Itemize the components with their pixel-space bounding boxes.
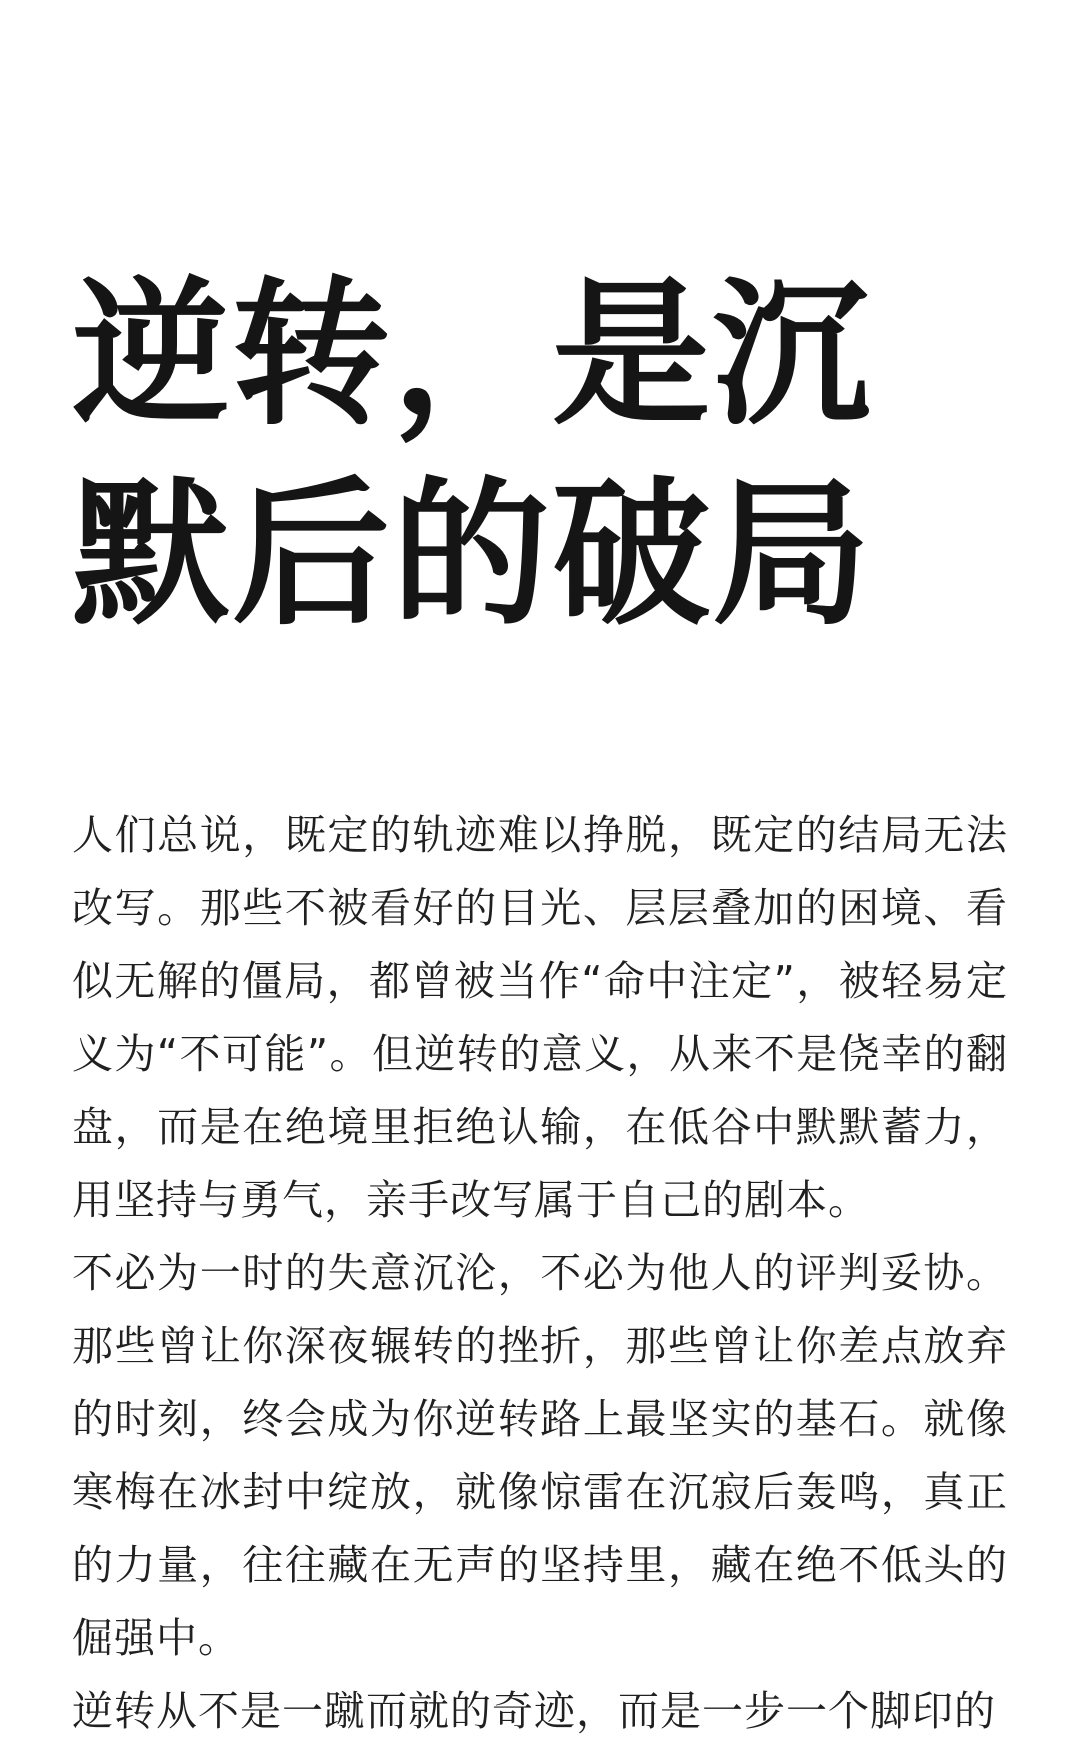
paragraph-3: 逆转从不是一蹴而就的奇迹，而是一步一个脚印的 [72,1687,996,1735]
paragraph-1: 人们总说，既定的轨迹难以挣脱，既定的结局无法改写。那些不被看好的目光、层层叠加的困境、看似无解的僵局，都曾被当作“命中注定”，被轻易定义为“不可能”。但逆转的意义，从来不是侥幸的翻盘，而是在绝境里拒绝认输，在低谷中默默蓄力，用坚持与勇气，亲手改写属于自己的剧本。 [72,811,1008,1224]
article [72,0,1008,1748]
article-title: 逆转，是沉默后的破局 [72,263,872,647]
article-body [72,799,1008,1748]
paragraph-2: 不必为一时的失意沉沦，不必为他人的评判妥协。那些曾让你深夜辗转的挫折，那些曾让你差点放弃的时刻，终会成为你逆转路上最坚实的基石。就像寒梅在冰封中绽放，就像惊雷在沉寂后轰鸣，真正的力量，往往藏在无声的坚持里，藏在绝不低头的倔强中。 [72,1249,1008,1662]
